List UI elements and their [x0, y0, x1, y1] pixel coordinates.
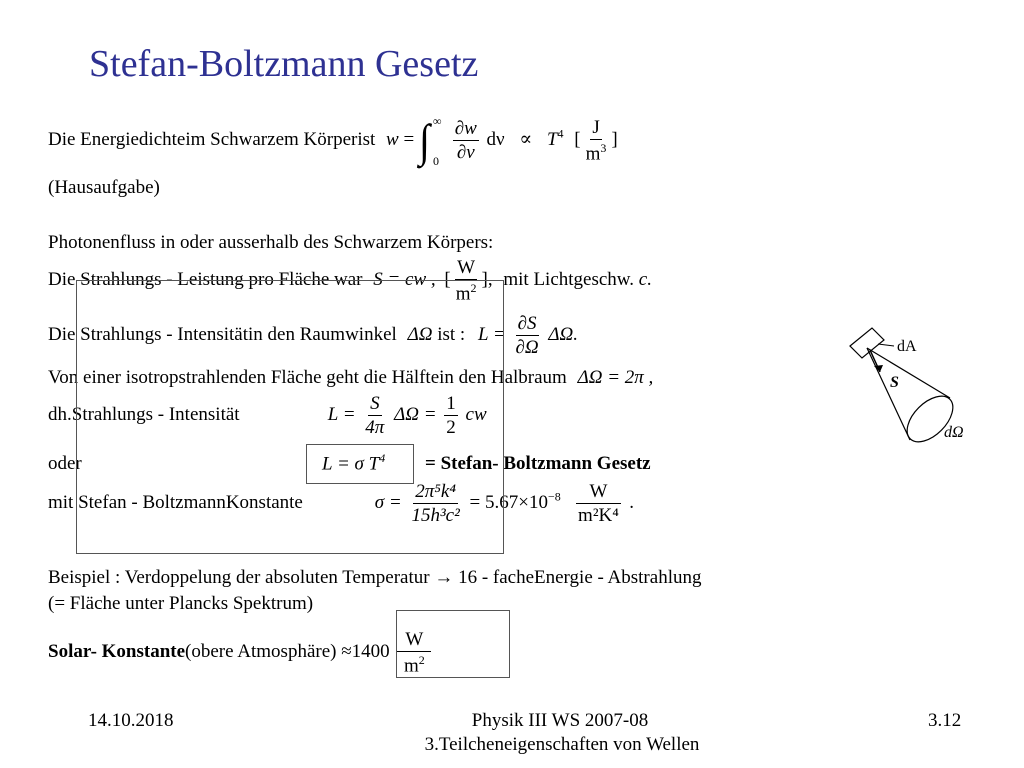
integral-upper: ∞	[432, 113, 442, 128]
speed-of-light-text: mit Lichtgeschw.	[503, 269, 635, 291]
energy-density-text: Die Energiedichteim Schwarzem Körperist	[48, 129, 376, 151]
constant-unit	[576, 482, 622, 525]
oder-text: oder	[48, 453, 82, 474]
solar-value: ≈1400	[341, 641, 390, 663]
constant-unit-num: W	[576, 482, 622, 504]
intensity-denominator: ∂Ω	[515, 337, 539, 358]
solar-unit-num: W	[397, 630, 431, 652]
formula-frame	[76, 280, 504, 554]
isotropic-formula: ΔΩ = 2π ,	[577, 367, 654, 388]
solar-line	[48, 630, 434, 675]
constant-text: mit Stefan - BoltzmannKonstante	[48, 491, 303, 513]
dh-fraction-2-num: 1	[446, 393, 456, 414]
integral-lower: 0	[432, 153, 439, 168]
energy-density-line	[48, 113, 618, 168]
intensity-tail: ΔΩ.	[548, 323, 579, 345]
dh-fraction-2-den: 2	[446, 417, 456, 438]
isotropic-text: Von einer isotropstrahlenden Fläche geht die Hälftein den Halbraum	[48, 367, 567, 388]
footer-date: 14.10.2018	[88, 710, 174, 731]
power-unit-close: ],	[481, 269, 493, 291]
sigma-equals: σ =	[374, 491, 402, 513]
intensity-fraction	[514, 314, 541, 357]
partial-fraction	[453, 119, 479, 162]
T-symbol: T	[546, 129, 558, 151]
dh-fraction-1-den: 4π	[365, 417, 385, 438]
c-symbol: c.	[638, 269, 652, 291]
planck-line: (= Fläche unter Plancks Spektrum)	[48, 593, 314, 614]
footer-course: Physik III WS 2007-08	[471, 710, 649, 731]
dA-pointer	[878, 344, 894, 346]
sb-law-formula: L = σ $T^4$	[322, 451, 386, 475]
unit-bracket-close: ]	[611, 129, 618, 151]
fraction-numerator: ∂w	[454, 118, 477, 140]
dh-fraction-1-num: S	[370, 393, 380, 414]
w-symbol: w	[386, 129, 399, 151]
constant-exponent: −8	[547, 489, 561, 504]
dh-cw: cw	[465, 403, 487, 425]
example-line: Beispiel : Verdoppelung der absoluten Temperatur → 16 - facheEnergie - Abstrahlung	[48, 567, 702, 588]
constant-unit-den: m²K⁴	[578, 505, 619, 526]
integral: ∫ ∞ 0	[418, 113, 442, 168]
solar-label: Solar- Konstante	[48, 641, 186, 663]
unit-numerator: J	[592, 117, 600, 138]
solar-unit	[397, 630, 431, 675]
constant-dot: .	[629, 491, 634, 513]
area-element	[850, 328, 884, 358]
L-equals: L =	[477, 323, 506, 345]
dh-mid: ΔΩ =	[394, 403, 437, 425]
constant-denominator: 15h³c²	[411, 505, 460, 526]
intensity-text: Die Strahlungs - Intensitätin den Raumwinkel	[48, 323, 397, 345]
power-formula: S = cw ,	[373, 269, 436, 291]
power-text: Die Strahlungs - Leistung pro Fläche war	[48, 269, 363, 291]
fraction-denominator: ∂ν	[456, 142, 475, 164]
power-unit-open: [	[444, 269, 451, 291]
power-unit-numerator: W	[457, 257, 476, 278]
solar-paren: (obere Atmosphäre)	[185, 641, 337, 663]
unit-bracket-open: [	[574, 129, 581, 151]
ist-text: ist :	[437, 323, 466, 345]
dA-label: dA	[897, 338, 917, 355]
proportional-symbol: ∝	[519, 129, 533, 151]
unit-denominator: $m^3$	[585, 141, 607, 165]
footer-chapter: 3.Teilcheneigenschaften von Wellen	[424, 734, 700, 755]
constant-numerator: 2π⁵k⁴	[415, 481, 456, 502]
sb-law-name: = Stefan- Boltzmann Gesetz	[425, 453, 651, 474]
dnu: dν	[486, 129, 505, 151]
constant-value: = 5.67×10	[469, 491, 548, 513]
slide-title: Stefan-Boltzmann Gesetz	[89, 43, 479, 85]
delta-omega: ΔΩ	[407, 323, 433, 345]
unit-fraction	[584, 118, 609, 163]
dOmega-label: dΩ	[944, 424, 964, 441]
T-exponent: 4	[557, 126, 564, 141]
intensity-numerator: ∂S	[517, 313, 537, 334]
S-label: S	[890, 374, 899, 391]
photon-flux-line: Photonenfluss in oder ausserhalb des Schwarzem Körpers:	[48, 232, 494, 253]
hausaufgabe: (Hausaufgabe)	[48, 177, 160, 198]
solar-unit-den: $m^2$	[403, 653, 425, 677]
dh-text: dh.Strahlungs - Intensität	[48, 403, 240, 425]
power-unit-denominator: $m^2$	[455, 281, 477, 305]
equals: =	[403, 129, 415, 151]
dh-L-equals: L =	[327, 403, 356, 425]
footer-page: 3.12	[928, 710, 962, 731]
